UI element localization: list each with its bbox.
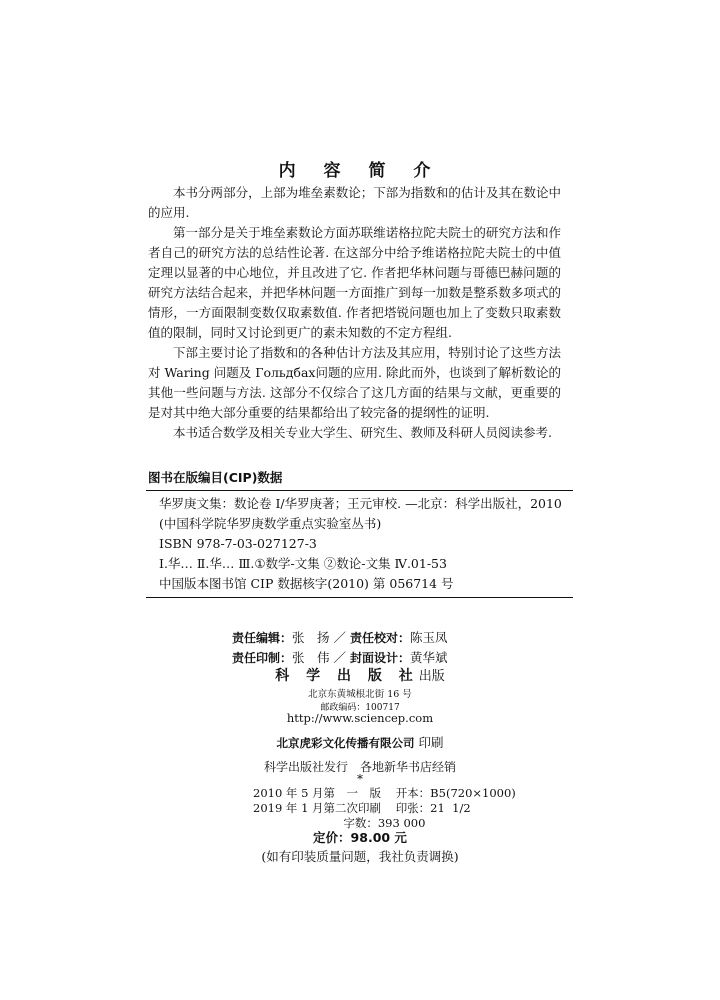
credits [232,628,448,668]
cover-label: 封面设计： [350,651,411,665]
cover-name: 黄华斌 [410,650,448,665]
abstract-paragraph: 本书适合数学及相关专业大学生、研究生、教师及科研人员阅读参考. [173,425,552,440]
printer-line [0,733,720,751]
sheets: 印张：21 1/2 [395,801,471,815]
cip-line-classification: Ⅰ.华… Ⅱ.华… Ⅲ.①数学-文集 ②数论-文集 Ⅳ.01-53 [159,556,447,571]
editor-label: 责任编辑： [232,631,293,645]
cip-line-number: 中国版本图书馆 CIP 数据核字(2010) 第 056714 号 [159,576,454,591]
page-title: 内 容 简 介 [278,161,442,181]
separator-star: * [357,772,363,786]
format: 开本：B5(720×1000) [395,786,516,800]
abstract-paragraph: 下部主要讨论了指数和的各种估计方法及其应用，特别讨论了这些方法对 Waring 问题及 Гольдбах问题的应用. 除此而外，也谈到了解析数论的其他一些问题与方法. 这部分不仅综合了这几方面的结果与文献，更重要的是对其中绝大部分重要的结果都给出了较完备的提纲性的证明. [148,345,561,420]
cip-line-title: 华罗庚文集：数论卷 I/华罗庚著；王元审校. —北京：科学出版社，2010 [159,496,562,511]
distribution: 科学出版社发行 各地新华书店经销 [263,760,456,774]
edition-print: 2019 年 1 月第二次印刷 [253,801,382,815]
edition-row [253,801,516,816]
cip-heading: 图书在版编目(CIP)数据 [148,470,283,485]
publisher-zip: 邮政编码：100717 [320,703,400,713]
credits-separator: ／ [333,630,347,645]
cip-line-series: (中国科学院华罗庚数学重点实验室丛书) [159,516,382,531]
publisher-url: http://www.sciencep.com [286,711,434,725]
edition-first: 2010 年 5 月第 一 版 [253,786,382,800]
abstract [148,183,561,443]
publisher-suffix: 出版 [418,669,445,684]
publisher-address: 北京东黄城根北街 16 号 [308,689,412,700]
edition-info [253,786,516,831]
abstract-paragraph: 第一部分是关于堆垒素数论方面苏联维诺格拉陀夫院士的研究方法和作者自己的研究方法的总结性论著. 在这部分中给予维诺格拉陀夫院士的中值定理以显著的中心地位，并且改进了它. 作者把华林问题与哥德巴赫问题的研究方法结合起来，并把华林问题一方面推广到每一加数是整系数多项式的情形，一方面限制变数仅取素数值. 作者把塔锐问题也加上了变数只取素数值的限制，同时又讨论到更广的素未知数的不定方程组. [148,225,561,340]
print-name: 张 伟 [292,650,330,665]
cip-line-isbn: ISBN 978-7-03-027127-3 [159,536,317,551]
printer-suffix: 印刷 [418,735,444,750]
word-count: 字数：393 000 [343,816,426,830]
proof-label: 责任校对： [350,631,411,645]
quality-notice: (如有印装质量问题，我社负责调换) [261,849,459,864]
print-label: 责任印制： [232,651,293,665]
credits-row [232,628,448,648]
price: 定价：98.00 元 [313,830,407,845]
credits-separator: ／ [333,650,347,665]
proof-name: 陈玉凤 [410,630,448,645]
cip-block [146,490,573,598]
abstract-paragraph: 本书分两部分，上部为堆垒素数论；下部为指数和的估计及其在数论中的应用. [148,185,561,220]
edition-row [253,786,516,801]
editor-name: 张 扬 [292,630,330,645]
publisher-name-line [0,665,720,685]
publisher-name: 科 学 出 版 社 [275,668,419,684]
printer-name: 北京虎彩文化传播有限公司 [276,736,415,750]
